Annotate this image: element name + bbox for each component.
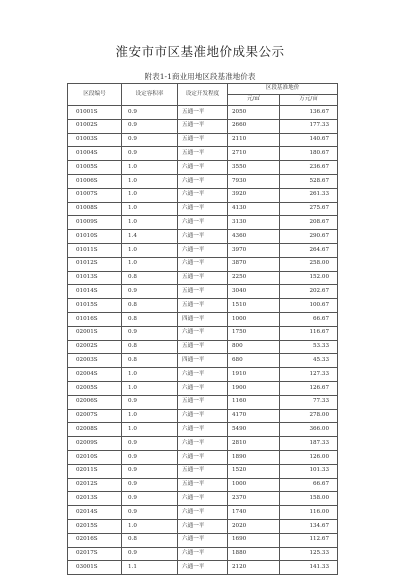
table-row xyxy=(68,519,338,533)
dev-level-cell: 六通一平 xyxy=(178,381,228,395)
price-wan-mu-cell: 187.33 xyxy=(280,437,338,451)
price-yuan-m2-cell: 1520 xyxy=(228,464,280,478)
dev-level-cell: 五通一平 xyxy=(178,271,228,285)
plot-ratio-cell: 1.0 xyxy=(122,174,178,188)
table-row xyxy=(68,174,338,188)
price-yuan-m2-cell: 4130 xyxy=(228,202,280,216)
price-wan-mu-cell: 53.33 xyxy=(280,340,338,354)
plot-ratio-cell: 0.9 xyxy=(122,119,178,133)
dev-level-cell: 六通一平 xyxy=(178,423,228,437)
table-row xyxy=(68,492,338,506)
price-yuan-m2-cell: 3040 xyxy=(228,285,280,299)
price-wan-mu-cell: 202.67 xyxy=(280,285,338,299)
plot-ratio-cell: 0.9 xyxy=(122,547,178,561)
zone-code-cell: 01007S xyxy=(68,188,122,202)
plot-ratio-cell: 0.9 xyxy=(122,326,178,340)
price-wan-mu-cell: 126.00 xyxy=(280,450,338,464)
price-wan-mu-cell: 77.33 xyxy=(280,395,338,409)
plot-ratio-cell: 0.9 xyxy=(122,492,178,506)
plot-ratio-cell: 1.0 xyxy=(122,368,178,382)
price-yuan-m2-cell: 2020 xyxy=(228,519,280,533)
price-wan-mu-cell: 134.67 xyxy=(280,519,338,533)
zone-code-cell: 02007S xyxy=(68,409,122,423)
dev-level-cell: 六通一平 xyxy=(178,216,228,230)
zone-code-cell: 02010S xyxy=(68,450,122,464)
zone-code-cell: 02012S xyxy=(68,478,122,492)
price-yuan-m2-cell: 3550 xyxy=(228,161,280,175)
price-yuan-m2-cell: 800 xyxy=(228,340,280,354)
dev-level-cell: 四通一平 xyxy=(178,354,228,368)
table-body xyxy=(68,106,338,575)
price-yuan-m2-cell: 1000 xyxy=(228,478,280,492)
price-yuan-m2-cell: 2050 xyxy=(228,106,280,120)
table-row xyxy=(68,147,338,161)
dev-level-cell: 六通一平 xyxy=(178,561,228,575)
zone-code-cell: 02004S xyxy=(68,368,122,382)
price-wan-mu-cell: 261.33 xyxy=(280,188,338,202)
dev-level-cell: 六通一平 xyxy=(178,368,228,382)
price-yuan-m2-cell: 2710 xyxy=(228,147,280,161)
table-row xyxy=(68,506,338,520)
table-row xyxy=(68,312,338,326)
table-row xyxy=(68,188,338,202)
price-yuan-m2-cell: 3870 xyxy=(228,257,280,271)
price-yuan-m2-cell: 2810 xyxy=(228,437,280,451)
price-wan-mu-cell: 258.00 xyxy=(280,257,338,271)
dev-level-cell: 六通一平 xyxy=(178,409,228,423)
zone-code-cell: 03001S xyxy=(68,561,122,575)
zone-code-cell: 02006S xyxy=(68,395,122,409)
price-yuan-m2-cell: 1890 xyxy=(228,450,280,464)
dev-level-cell: 四通一平 xyxy=(178,312,228,326)
dev-level-cell: 六通一平 xyxy=(178,161,228,175)
table-row xyxy=(68,478,338,492)
header-unit-yuan-m2: 元/㎡ xyxy=(228,95,280,106)
zone-code-cell: 01010S xyxy=(68,230,122,244)
dev-level-cell: 六通一平 xyxy=(178,230,228,244)
plot-ratio-cell: 1.0 xyxy=(122,216,178,230)
zone-code-cell: 01004S xyxy=(68,147,122,161)
price-yuan-m2-cell: 1900 xyxy=(228,381,280,395)
dev-level-cell: 六通一平 xyxy=(178,202,228,216)
dev-level-cell: 六通一平 xyxy=(178,257,228,271)
zone-code-cell: 01013S xyxy=(68,271,122,285)
zone-code-cell: 02013S xyxy=(68,492,122,506)
plot-ratio-cell: 1.0 xyxy=(122,188,178,202)
table-row xyxy=(68,326,338,340)
plot-ratio-cell: 0.9 xyxy=(122,478,178,492)
price-wan-mu-cell: 126.67 xyxy=(280,381,338,395)
table-row xyxy=(68,202,338,216)
price-yuan-m2-cell: 680 xyxy=(228,354,280,368)
table-row xyxy=(68,285,338,299)
dev-level-cell: 五通一平 xyxy=(178,478,228,492)
zone-code-cell: 01012S xyxy=(68,257,122,271)
plot-ratio-cell: 0.9 xyxy=(122,464,178,478)
dev-level-cell: 六通一平 xyxy=(178,506,228,520)
price-wan-mu-cell: 275.67 xyxy=(280,202,338,216)
price-yuan-m2-cell: 2660 xyxy=(228,119,280,133)
price-wan-mu-cell: 66.67 xyxy=(280,312,338,326)
price-wan-mu-cell: 100.67 xyxy=(280,299,338,313)
plot-ratio-cell: 0.9 xyxy=(122,106,178,120)
dev-level-cell: 五通一平 xyxy=(178,395,228,409)
price-yuan-m2-cell: 5490 xyxy=(228,423,280,437)
dev-level-cell: 六通一平 xyxy=(178,326,228,340)
dev-level-cell: 五通一平 xyxy=(178,464,228,478)
plot-ratio-cell: 0.8 xyxy=(122,533,178,547)
zone-code-cell: 02005S xyxy=(68,381,122,395)
table-row xyxy=(68,395,338,409)
plot-ratio-cell: 0.9 xyxy=(122,450,178,464)
dev-level-cell: 五通一平 xyxy=(178,299,228,313)
dev-level-cell: 六通一平 xyxy=(178,437,228,451)
zone-code-cell: 02017S xyxy=(68,547,122,561)
plot-ratio-cell: 1.0 xyxy=(122,519,178,533)
plot-ratio-cell: 0.8 xyxy=(122,271,178,285)
price-wan-mu-cell: 101.33 xyxy=(280,464,338,478)
price-wan-mu-cell: 116.67 xyxy=(280,326,338,340)
price-wan-mu-cell: 290.67 xyxy=(280,230,338,244)
price-yuan-m2-cell: 2250 xyxy=(228,271,280,285)
table-row xyxy=(68,230,338,244)
price-yuan-m2-cell: 2110 xyxy=(228,133,280,147)
zone-code-cell: 01009S xyxy=(68,216,122,230)
price-wan-mu-cell: 66.67 xyxy=(280,478,338,492)
price-wan-mu-cell: 45.33 xyxy=(280,354,338,368)
price-wan-mu-cell: 112.67 xyxy=(280,533,338,547)
zone-code-cell: 01002S xyxy=(68,119,122,133)
dev-level-cell: 六通一平 xyxy=(178,492,228,506)
dev-level-cell: 五通一平 xyxy=(178,106,228,120)
zone-code-cell: 02008S xyxy=(68,423,122,437)
plot-ratio-cell: 1.4 xyxy=(122,230,178,244)
zone-code-cell: 02002S xyxy=(68,340,122,354)
header-base-price: 区段基准地价 xyxy=(228,84,338,95)
document-title: 淮安市市区基准地价成果公示 xyxy=(115,44,285,59)
dev-level-cell: 五通一平 xyxy=(178,133,228,147)
zone-code-cell: 01003S xyxy=(68,133,122,147)
zone-code-cell: 02003S xyxy=(68,354,122,368)
table-row xyxy=(68,257,338,271)
zone-code-cell: 01015S xyxy=(68,299,122,313)
plot-ratio-cell: 1.0 xyxy=(122,161,178,175)
price-yuan-m2-cell: 1910 xyxy=(228,368,280,382)
zone-code-cell: 01011S xyxy=(68,243,122,257)
price-yuan-m2-cell: 4360 xyxy=(228,230,280,244)
dev-level-cell: 六通一平 xyxy=(178,547,228,561)
zone-code-cell: 02015S xyxy=(68,519,122,533)
plot-ratio-cell: 0.9 xyxy=(122,395,178,409)
dev-level-cell: 五通一平 xyxy=(178,147,228,161)
zone-code-cell: 02001S xyxy=(68,326,122,340)
price-yuan-m2-cell: 1880 xyxy=(228,547,280,561)
table-row xyxy=(68,133,338,147)
plot-ratio-cell: 1.0 xyxy=(122,409,178,423)
plot-ratio-cell: 1.0 xyxy=(122,381,178,395)
price-wan-mu-cell: 152.00 xyxy=(280,271,338,285)
table-row xyxy=(68,409,338,423)
dev-level-cell: 六通一平 xyxy=(178,533,228,547)
price-wan-mu-cell: 127.33 xyxy=(280,368,338,382)
price-yuan-m2-cell: 3970 xyxy=(228,243,280,257)
zone-code-cell: 01014S xyxy=(68,285,122,299)
price-yuan-m2-cell: 4170 xyxy=(228,409,280,423)
table-row xyxy=(68,437,338,451)
price-wan-mu-cell: 236.67 xyxy=(280,161,338,175)
plot-ratio-cell: 1.1 xyxy=(122,561,178,575)
price-yuan-m2-cell: 2120 xyxy=(228,561,280,575)
header-unit-wan-mu: 万元/亩 xyxy=(280,95,338,106)
price-wan-mu-cell: 125.33 xyxy=(280,547,338,561)
price-yuan-m2-cell: 2370 xyxy=(228,492,280,506)
price-yuan-m2-cell: 1750 xyxy=(228,326,280,340)
plot-ratio-cell: 1.0 xyxy=(122,202,178,216)
price-yuan-m2-cell: 1510 xyxy=(228,299,280,313)
zone-code-cell: 02014S xyxy=(68,506,122,520)
table-row xyxy=(68,243,338,257)
table-row xyxy=(68,464,338,478)
table-row xyxy=(68,450,338,464)
price-yuan-m2-cell: 3130 xyxy=(228,216,280,230)
dev-level-cell: 五通一平 xyxy=(178,285,228,299)
price-wan-mu-cell: 278.00 xyxy=(280,409,338,423)
zone-code-cell: 02016S xyxy=(68,533,122,547)
table-row xyxy=(68,271,338,285)
zone-code-cell: 02011S xyxy=(68,464,122,478)
price-wan-mu-cell: 141.33 xyxy=(280,561,338,575)
zone-code-cell: 01016S xyxy=(68,312,122,326)
dev-level-cell: 六通一平 xyxy=(178,519,228,533)
header-zone-code: 区段编号 xyxy=(68,84,122,106)
header-plot-ratio: 设定容积率 xyxy=(122,84,178,106)
price-wan-mu-cell: 180.67 xyxy=(280,147,338,161)
table-row xyxy=(68,354,338,368)
plot-ratio-cell: 0.8 xyxy=(122,312,178,326)
table-row xyxy=(68,547,338,561)
zone-code-cell: 01008S xyxy=(68,202,122,216)
dev-level-cell: 五通一平 xyxy=(178,119,228,133)
price-wan-mu-cell: 177.33 xyxy=(280,119,338,133)
plot-ratio-cell: 0.9 xyxy=(122,133,178,147)
zone-code-cell: 01001S xyxy=(68,106,122,120)
zone-code-cell: 01005S xyxy=(68,161,122,175)
plot-ratio-cell: 1.0 xyxy=(122,423,178,437)
table-row xyxy=(68,340,338,354)
price-yuan-m2-cell: 1000 xyxy=(228,312,280,326)
table-row xyxy=(68,216,338,230)
price-yuan-m2-cell: 3920 xyxy=(228,188,280,202)
price-yuan-m2-cell: 1740 xyxy=(228,506,280,520)
benchmark-price-table xyxy=(67,83,338,575)
price-wan-mu-cell: 140.67 xyxy=(280,133,338,147)
table-row xyxy=(68,381,338,395)
plot-ratio-cell: 0.9 xyxy=(122,437,178,451)
table-row xyxy=(68,368,338,382)
price-wan-mu-cell: 264.67 xyxy=(280,243,338,257)
header-dev-level: 设定开发程度 xyxy=(178,84,228,106)
plot-ratio-cell: 1.0 xyxy=(122,257,178,271)
price-yuan-m2-cell: 1690 xyxy=(228,533,280,547)
zone-code-cell: 02009S xyxy=(68,437,122,451)
dev-level-cell: 五通一平 xyxy=(178,340,228,354)
table-row xyxy=(68,561,338,575)
price-wan-mu-cell: 116.00 xyxy=(280,506,338,520)
price-wan-mu-cell: 366.00 xyxy=(280,423,338,437)
plot-ratio-cell: 0.8 xyxy=(122,340,178,354)
price-wan-mu-cell: 136.67 xyxy=(280,106,338,120)
dev-level-cell: 六通一平 xyxy=(178,188,228,202)
plot-ratio-cell: 0.8 xyxy=(122,299,178,313)
plot-ratio-cell: 0.8 xyxy=(122,354,178,368)
table-row xyxy=(68,106,338,120)
price-yuan-m2-cell: 1160 xyxy=(228,395,280,409)
table-row xyxy=(68,161,338,175)
dev-level-cell: 六通一平 xyxy=(178,243,228,257)
price-wan-mu-cell: 158.00 xyxy=(280,492,338,506)
table-row xyxy=(68,423,338,437)
price-wan-mu-cell: 528.67 xyxy=(280,174,338,188)
table-row xyxy=(68,299,338,313)
plot-ratio-cell: 1.0 xyxy=(122,243,178,257)
price-wan-mu-cell: 208.67 xyxy=(280,216,338,230)
plot-ratio-cell: 0.9 xyxy=(122,285,178,299)
price-yuan-m2-cell: 7930 xyxy=(228,174,280,188)
table-row xyxy=(68,119,338,133)
plot-ratio-cell: 0.9 xyxy=(122,147,178,161)
dev-level-cell: 六通一平 xyxy=(178,450,228,464)
table-caption: 附表1-1商业用地区段基准地价表 xyxy=(144,72,256,81)
table-row xyxy=(68,533,338,547)
zone-code-cell: 01006S xyxy=(68,174,122,188)
plot-ratio-cell: 0.9 xyxy=(122,506,178,520)
dev-level-cell: 六通一平 xyxy=(178,174,228,188)
